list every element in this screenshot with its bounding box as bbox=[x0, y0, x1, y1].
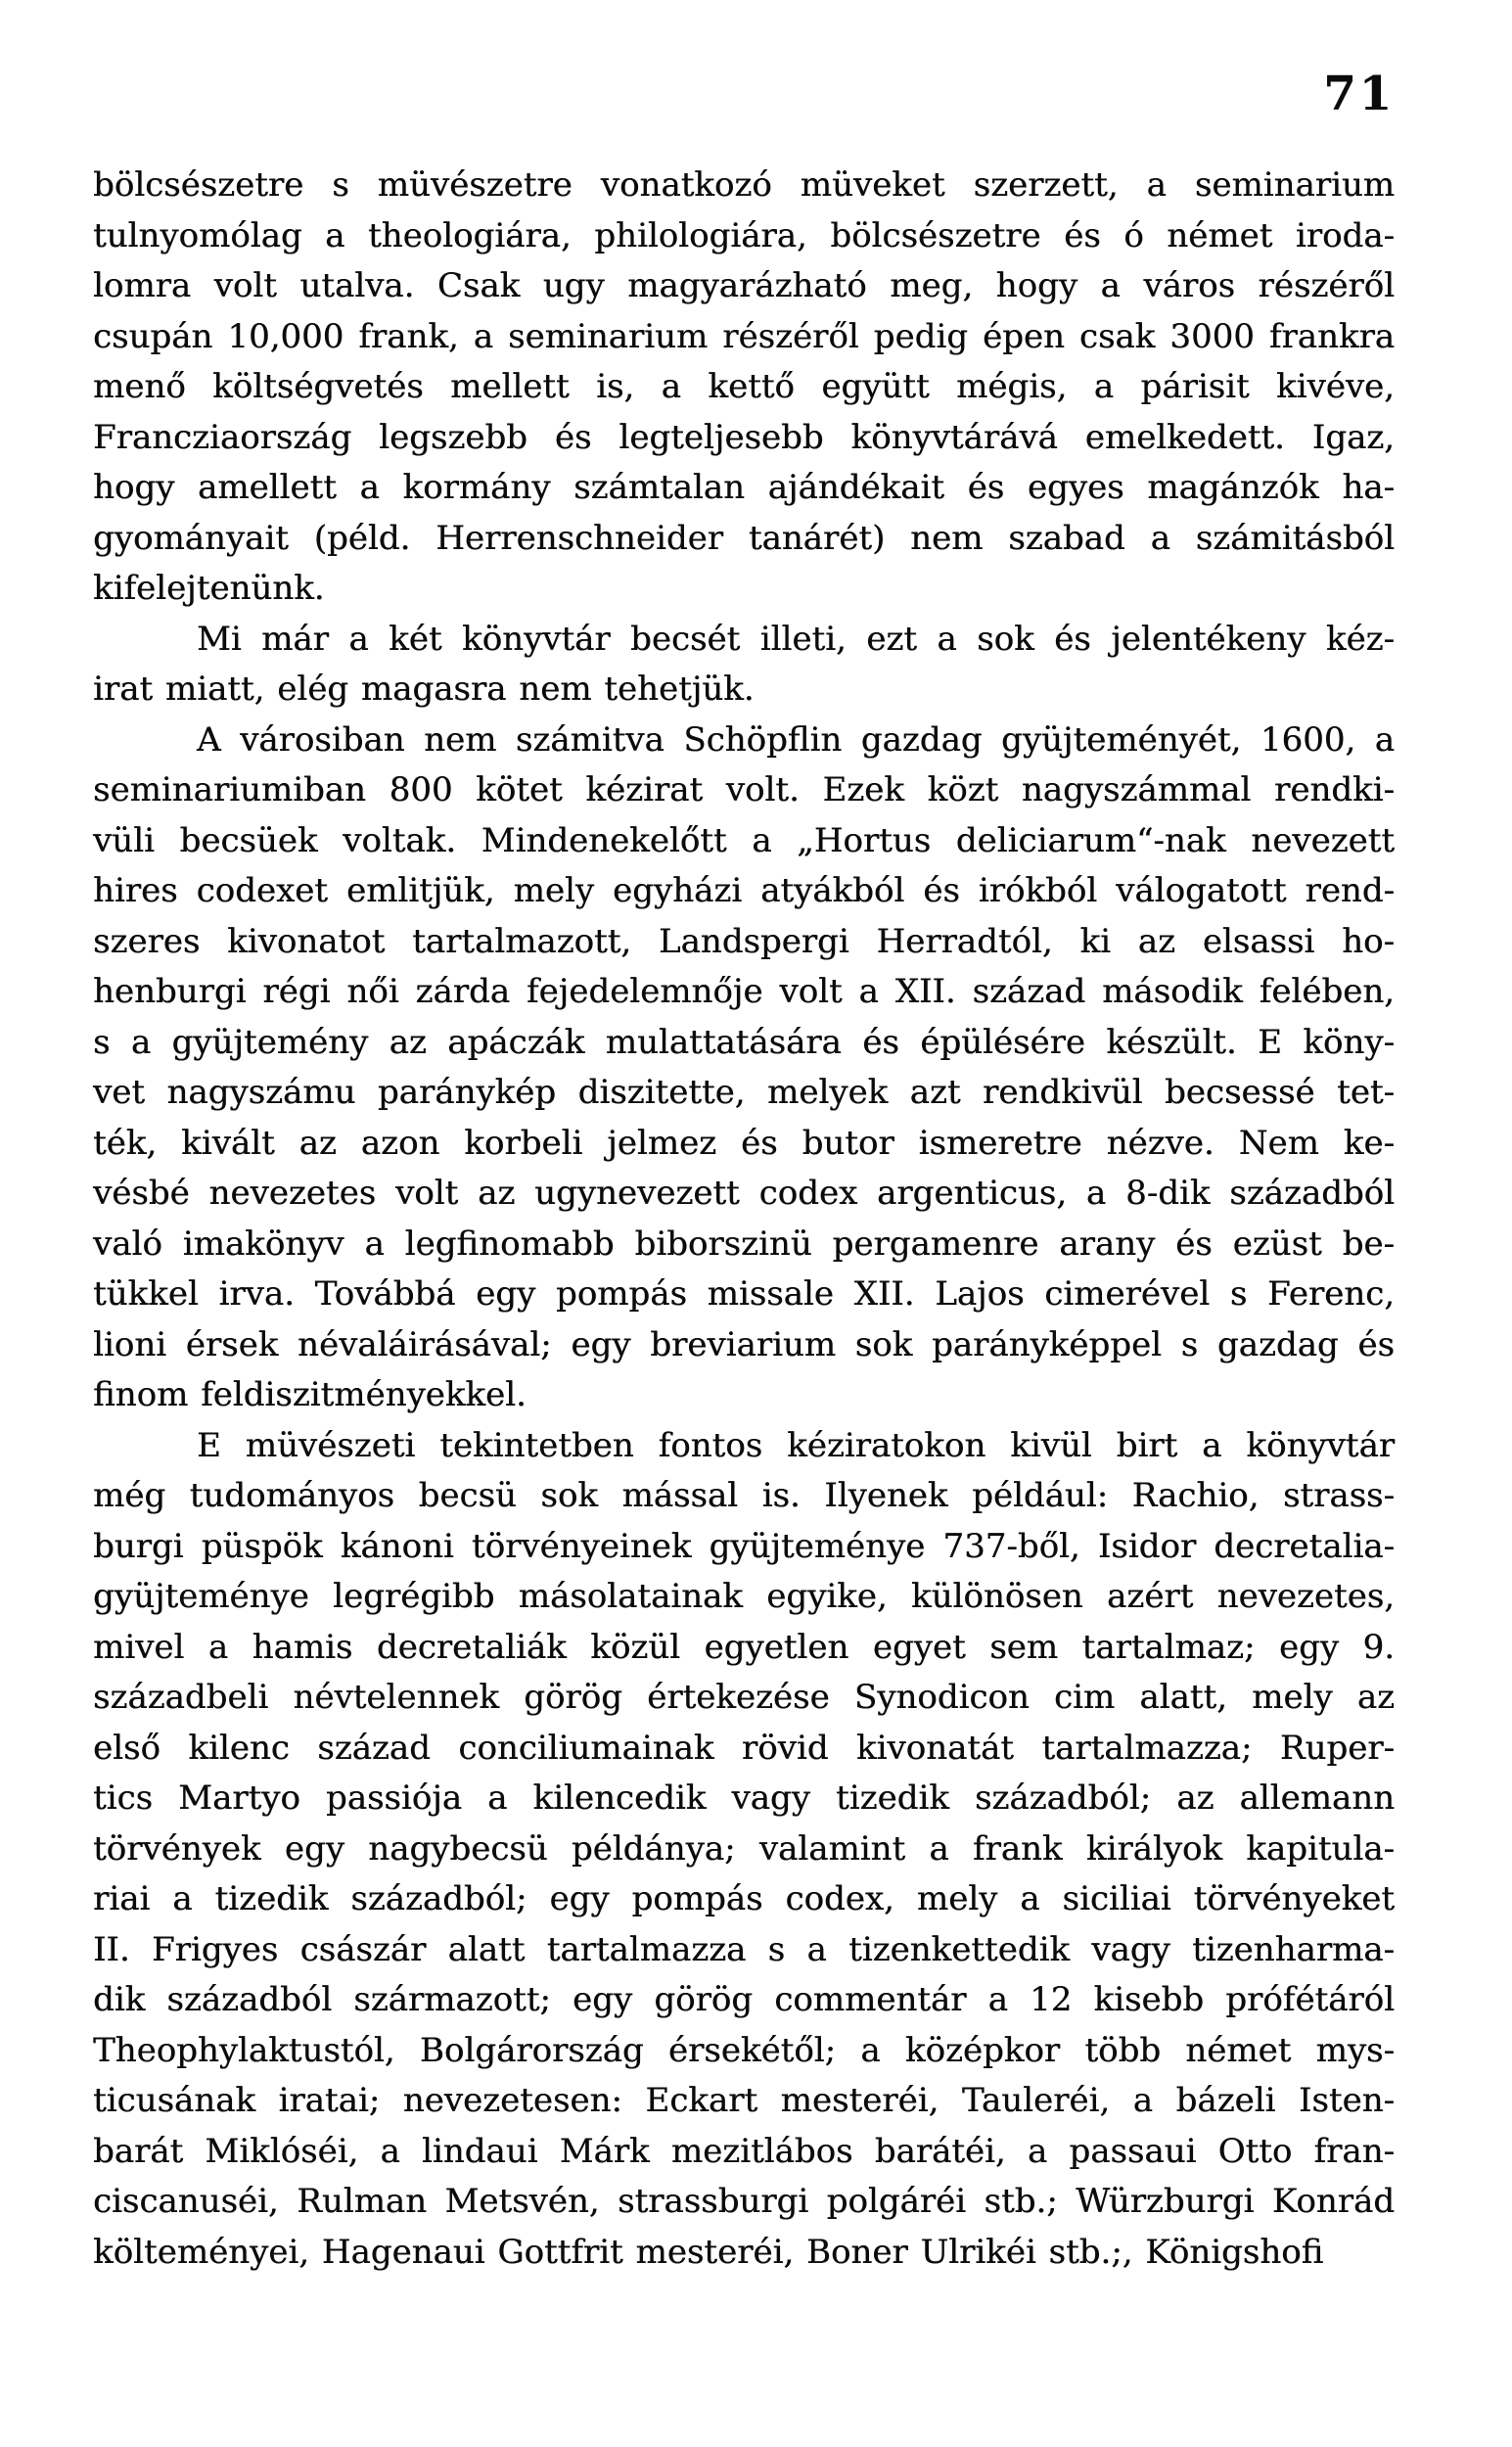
text-line: gyüjteménye legrégibb másolatainak egyike, különösen azért nevezetes, bbox=[93, 1577, 1395, 1616]
text-line: II. Frigyes császár alatt tartalmazza s a tizenkettedik vagy tizenharma- bbox=[93, 1929, 1395, 1969]
text-line: lioni érsek névaláirásával; egy breviarium sok parányképpel s gazdag és bbox=[93, 1324, 1395, 1364]
text-line: henburgi régi női zárda fejedelemnője volt a XII. század második felében, bbox=[93, 972, 1395, 1011]
text-line: vet nagyszámu paránykép diszitette, melyek azt rendkivül becsessé tet- bbox=[93, 1073, 1395, 1112]
text-line: E müvészeti tekintetben fontos kéziratokon kivül birt a könyvtár bbox=[197, 1425, 1395, 1465]
text-line: vüli becsüek voltak. Mindenekelőtt a „Hortus deliciarum“-nak nevezett bbox=[93, 820, 1395, 860]
text-line: lomra volt utalva. Csak ugy magyarázható meg, hogy a város részéről bbox=[93, 266, 1395, 305]
paragraph bbox=[93, 161, 1395, 615]
page-number: 71 bbox=[1323, 67, 1395, 121]
text-line: s a gyüjtemény az apáczák mulattatására és épülésére készült. E köny- bbox=[93, 1022, 1395, 1062]
text-line: burgi püspök kánoni törvényeinek gyüjteménye 737-ből, Isidor decretalia- bbox=[93, 1526, 1395, 1566]
text-line: hires codexet emlitjük, mely egyházi atyákból és irókból válogatott rend- bbox=[93, 871, 1395, 910]
paragraph bbox=[93, 716, 1395, 1421]
text-line: bölcsészetre s müvészetre vonatkozó müveket szerzett, a seminarium bbox=[93, 165, 1395, 205]
text-line: ték, kivált az azon korbeli jelmez és butor ismeretre nézve. Nem ke- bbox=[93, 1123, 1395, 1163]
text-line: kifelejtenünk. bbox=[93, 569, 325, 608]
text-line: A városiban nem számitva Schöpflin gazdag gyüjteményét, 1600, a bbox=[197, 719, 1395, 760]
text-line: tics Martyo passiója a kilencedik vagy tizedik századból; az allemann bbox=[93, 1778, 1395, 1818]
text-line: még tudományos becsü sok mással is. Ilyenek például: Rachio, strass- bbox=[93, 1476, 1395, 1515]
paragraph bbox=[93, 1421, 1395, 2279]
text-line: szeres kivonatot tartalmazott, Landspergi Herradtól, ki az elsassi ho- bbox=[93, 921, 1395, 961]
text-line: első kilenc század conciliumainak rövid kivonatát tartalmazza; Ruper- bbox=[93, 1728, 1395, 1768]
text-line: tükkel irva. Továbbá egy pompás missale XII. Lajos cimerével s Ferenc, bbox=[93, 1274, 1395, 1314]
text-block bbox=[93, 161, 1395, 2278]
text-line: költeményei, Hagenaui Gottfrit mesteréi, Boner Ulrikéi stb.;, Königshofi bbox=[93, 2232, 1324, 2272]
paragraph bbox=[93, 615, 1395, 716]
text-line: menő költségvetés mellett is, a kettő együtt mégis, a párisit kivéve, bbox=[93, 367, 1395, 406]
text-line: Theophylaktustól, Bolgárország érsekétől; a középkor több német mys- bbox=[93, 2030, 1395, 2070]
text-line: ticusának iratai; nevezetesen: Eckart mesteréi, Tauleréi, a bázeli Isten- bbox=[93, 2081, 1395, 2120]
text-line: való imakönyv a legfinomabb biborszinü pergamenre arany és ezüst be- bbox=[93, 1224, 1395, 1264]
text-line: seminariumiban 800 kötet kézirat volt. Ezek közt nagyszámmal rendki- bbox=[93, 770, 1395, 809]
text-line: gyományait (péld. Herrenschneider tanárét) nem szabad a számitásból bbox=[93, 518, 1395, 558]
text-line: századbeli névtelennek görög értekezése Synodicon cim alatt, mely az bbox=[93, 1678, 1395, 1717]
text-line: barát Miklóséi, a lindaui Márk mezitlábos barátéi, a passaui Otto fran- bbox=[93, 2131, 1395, 2171]
text-line: Francziaország legszebb és legteljesebb könyvtárává emelkedett. Igaz, bbox=[93, 417, 1395, 457]
text-line: hogy amellett a kormány számtalan ajándékait és egyes magánzók ha- bbox=[93, 468, 1395, 507]
text-line: vésbé nevezetes volt az ugynevezett codex argenticus, a 8-dik századból bbox=[93, 1174, 1395, 1213]
text-line: csupán 10,000 frank, a seminarium részéről pedig épen csak 3000 frankra bbox=[93, 316, 1395, 356]
text-line: finom feldiszitményekkel. bbox=[93, 1375, 527, 1414]
text-line: dik századból származott; egy görög commentár a 12 kisebb prófétáról bbox=[93, 1980, 1395, 2019]
text-line: irat miatt, elég magasra nem tehetjük. bbox=[93, 669, 755, 709]
text-line: riai a tizedik századból; egy pompás codex, mely a siciliai törvényeket bbox=[93, 1879, 1395, 1918]
text-line: törvények egy nagybecsü példánya; valamint a frank királyok kapitula- bbox=[93, 1828, 1395, 1869]
text-line: mivel a hamis decretaliák közül egyetlen egyet sem tartalmaz; egy 9. bbox=[93, 1627, 1395, 1667]
text-line: Mi már a két könyvtár becsét illeti, ezt a sok és jelentékeny kéz- bbox=[197, 619, 1395, 659]
text-line: ciscanuséi, Rulman Metsvén, strassburgi polgáréi stb.; Würzburgi Konrád bbox=[93, 2182, 1395, 2221]
text-line: tulnyomólag a theologiára, philologiára, bölcsészetre és ó német iroda- bbox=[93, 215, 1395, 255]
